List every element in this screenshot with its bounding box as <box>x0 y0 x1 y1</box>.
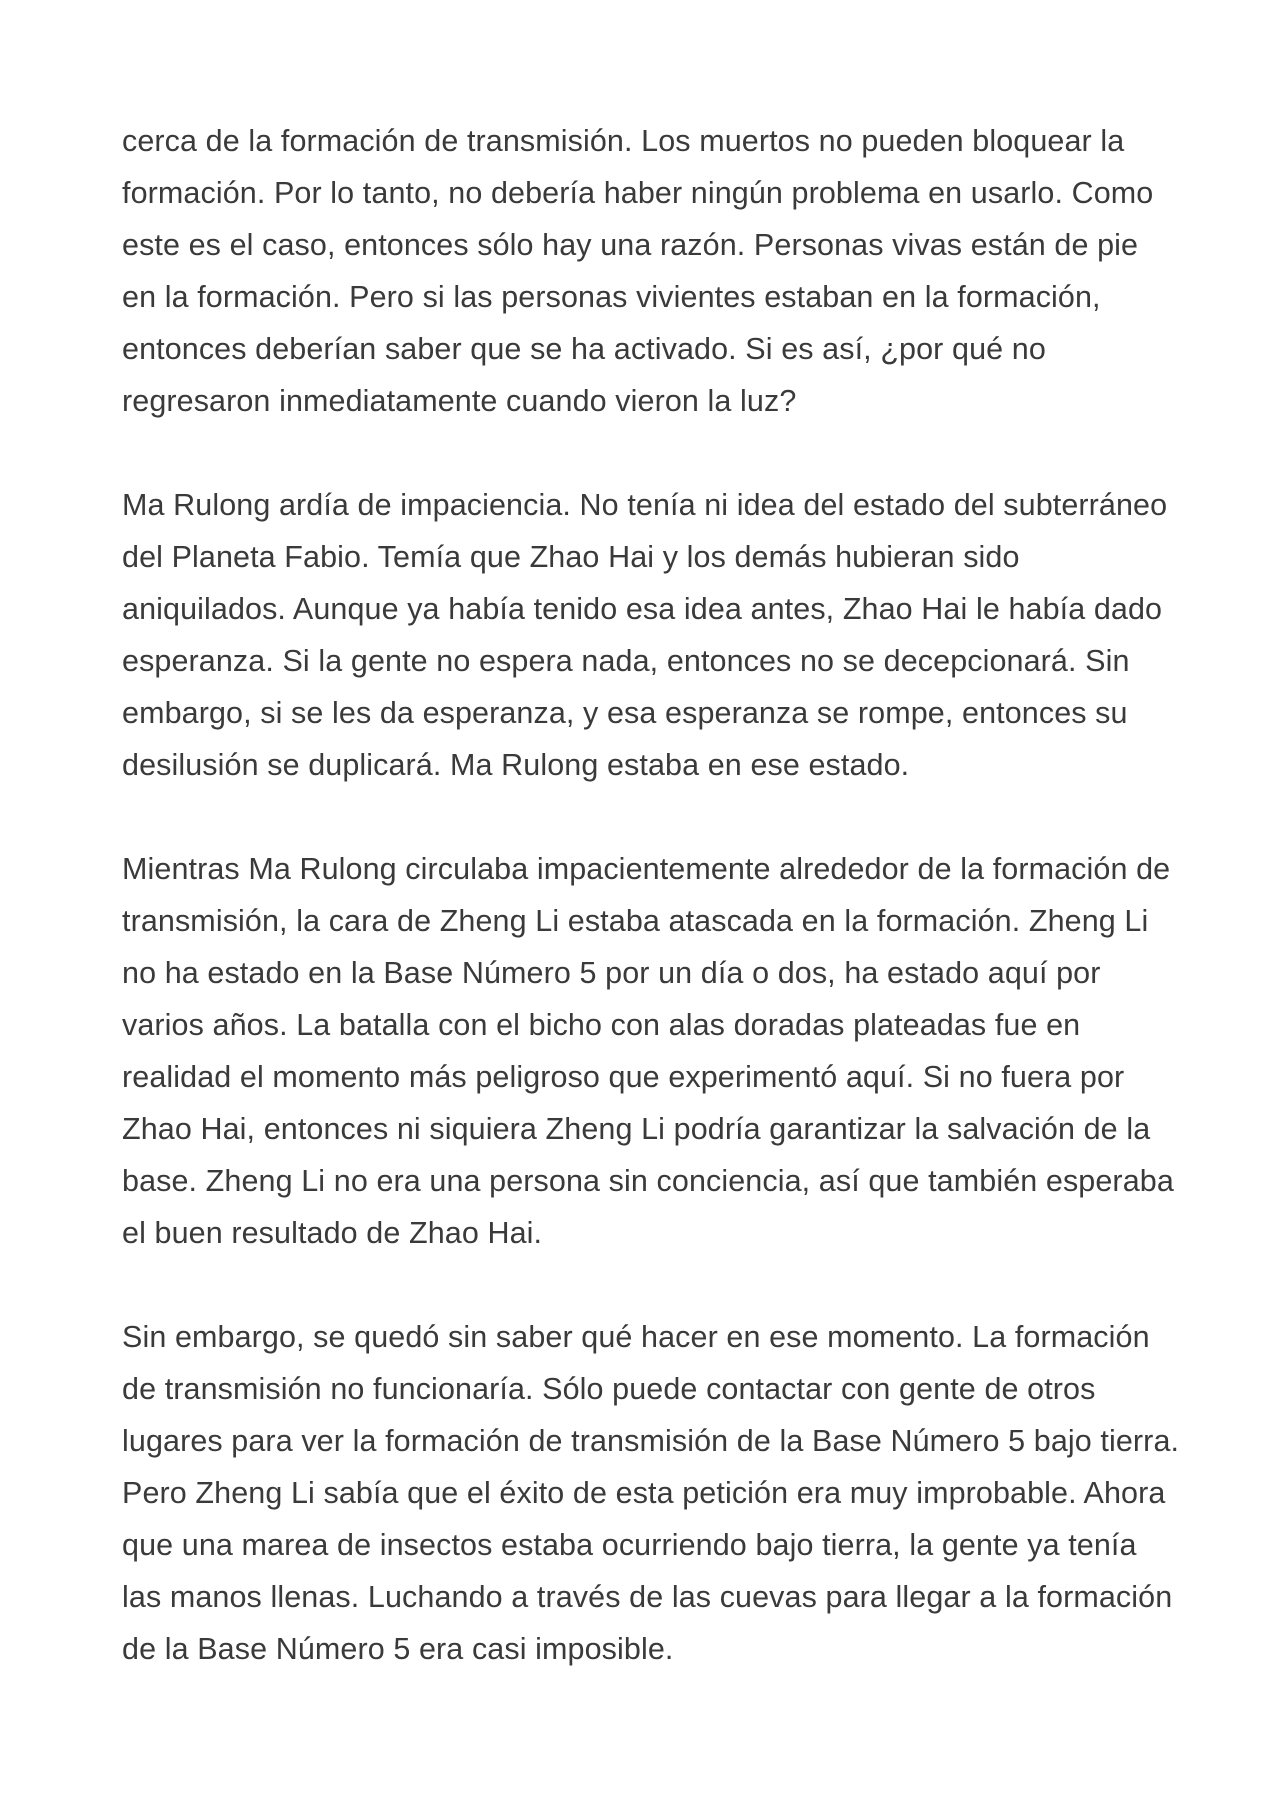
text-line: entonces deberían saber que se ha activado. Si es así, ¿por qué no <box>122 332 1046 366</box>
paragraph-4 <box>122 1311 1180 1675</box>
text-line: lugares para ver la formación de transmisión de la Base Número 5 bajo tierra. <box>122 1424 1180 1458</box>
text-line: Mientras Ma Rulong circulaba impacientemente alrededor de la formación de <box>122 852 1171 886</box>
paragraph-1 <box>122 115 1167 427</box>
text-line: varios años. La batalla con el bicho con alas doradas plateadas fue en <box>122 1008 1081 1042</box>
text-line: cerca de la formación de transmisión. Los muertos no pueden bloquear la <box>122 124 1125 158</box>
text-line: de la Base Número 5 era casi imposible. <box>122 1632 674 1666</box>
text-line: Pero Zheng Li sabía que el éxito de esta petición era muy improbable. Ahora <box>122 1476 1166 1510</box>
text-line: base. Zheng Li no era una persona sin conciencia, así que también esperaba <box>122 1164 1174 1198</box>
text-line: formación. Por lo tanto, no debería haber ningún problema en usarlo. Como <box>122 176 1154 210</box>
text-line: regresaron inmediatamente cuando vieron la luz? <box>122 384 797 418</box>
paragraph-3 <box>122 843 1174 1259</box>
body-text <box>122 115 1180 1727</box>
text-line: que una marea de insectos estaba ocurriendo bajo tierra, la gente ya tenía <box>122 1528 1137 1562</box>
text-line: transmisión, la cara de Zheng Li estaba atascada en la formación. Zheng Li <box>122 904 1149 938</box>
text-line: desilusión se duplicará. Ma Rulong estaba en ese estado. <box>122 748 910 782</box>
text-line: de transmisión no funcionaría. Sólo puede contactar con gente de otros <box>122 1372 1096 1406</box>
text-line: Ma Rulong ardía de impaciencia. No tenía ni idea del estado del subterráneo <box>122 488 1168 522</box>
text-line: esperanza. Si la gente no espera nada, entonces no se decepcionará. Sin <box>122 644 1130 678</box>
text-line: el buen resultado de Zhao Hai. <box>122 1216 543 1250</box>
text-line: del Planeta Fabio. Temía que Zhao Hai y los demás hubieran sido <box>122 540 1020 574</box>
text-line: las manos llenas. Luchando a través de las cuevas para llegar a la formación <box>122 1580 1173 1614</box>
paragraph-2 <box>122 479 1167 791</box>
text-line: no ha estado en la Base Número 5 por un día o dos, ha estado aquí por <box>122 956 1101 990</box>
text-line: embargo, si se les da esperanza, y esa esperanza se rompe, entonces su <box>122 696 1128 730</box>
text-line: Sin embargo, se quedó sin saber qué hacer en ese momento. La formación <box>122 1320 1150 1354</box>
text-line: realidad el momento más peligroso que experimentó aquí. Si no fuera por <box>122 1060 1125 1094</box>
text-line: aniquilados. Aunque ya había tenido esa idea antes, Zhao Hai le había dado <box>122 592 1163 626</box>
text-line: este es el caso, entonces sólo hay una razón. Personas vivas están de pie <box>122 228 1139 262</box>
text-line: en la formación. Pero si las personas vivientes estaban en la formación, <box>122 280 1101 314</box>
text-line: Zhao Hai, entonces ni siquiera Zheng Li podría garantizar la salvación de la <box>122 1112 1151 1146</box>
